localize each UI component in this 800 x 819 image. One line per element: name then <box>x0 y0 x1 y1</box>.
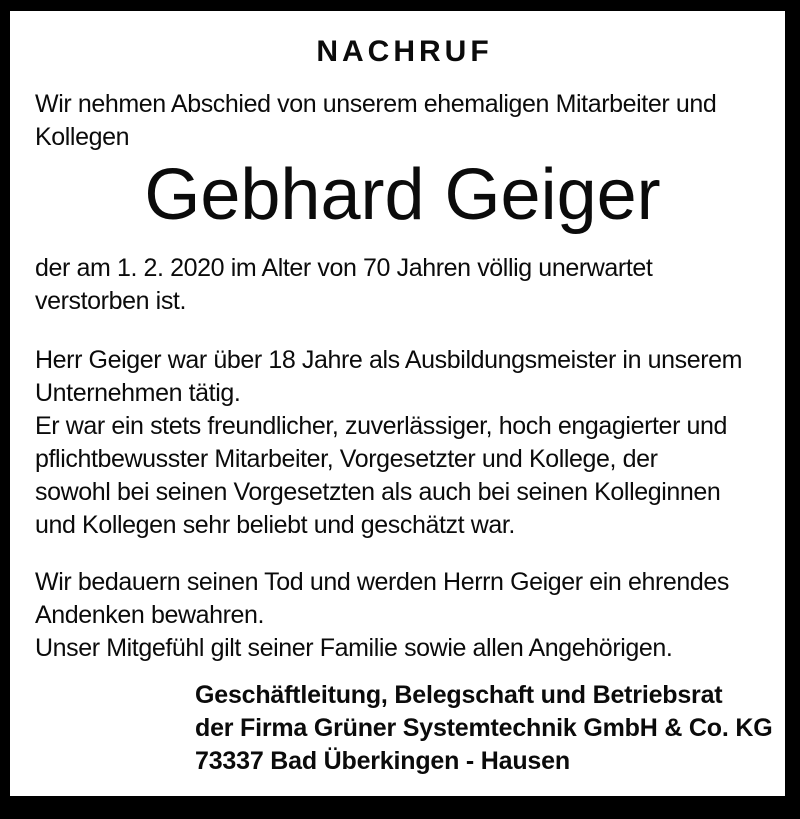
mourning-paragraph <box>35 566 770 665</box>
career-line-1: Herr Geiger war über 18 Jahre als Ausbildungsmeister in unserem <box>35 346 743 374</box>
intro-line-1: Wir nehmen Abschied von unserem ehemaligen Mitarbeiter und <box>35 90 717 118</box>
career-line-3: Er war ein stets freundlicher, zuverlässiger, hoch engagierter und <box>35 412 728 440</box>
death-paragraph <box>35 252 770 318</box>
notice-title: NACHRUF <box>316 35 493 68</box>
page-background <box>0 11 800 819</box>
career-line-4: pflichtbewusster Mitarbeiter, Vorgesetzter und Kollege, der <box>35 445 658 473</box>
career-paragraph <box>35 344 770 542</box>
deceased-name: Gebhard Geiger <box>144 155 661 235</box>
obituary-notice <box>10 11 785 796</box>
intro-line-2: Kollegen <box>35 123 130 151</box>
death-line-1: der am 1. 2. 2020 im Alter von 70 Jahren völlig unerwartet <box>35 254 653 282</box>
mourning-line-3: Unser Mitgefühl gilt seiner Familie sowie allen Angehörigen. <box>35 634 673 662</box>
signature-block <box>195 679 773 778</box>
career-line-5: sowohl bei seinen Vorgesetzten als auch bei seinen Kolleginnen <box>35 478 721 506</box>
intro-paragraph <box>35 88 770 154</box>
career-line-2: Unternehmen tätig. <box>35 379 241 407</box>
death-line-2: verstorben ist. <box>35 287 187 315</box>
signature-line-3: 73337 Bad Überkingen - Hausen <box>195 747 570 775</box>
signature-line-1: Geschäftleitung, Belegschaft und Betriebsrat <box>195 681 723 709</box>
career-line-6: und Kollegen sehr beliebt und geschätzt war. <box>35 511 515 539</box>
mourning-line-1: Wir bedauern seinen Tod und werden Herrn Geiger ein ehrendes <box>35 568 730 596</box>
signature-line-2: der Firma Grüner Systemtechnik GmbH & Co. KG <box>195 714 773 742</box>
mourning-line-2: Andenken bewahren. <box>35 601 265 629</box>
